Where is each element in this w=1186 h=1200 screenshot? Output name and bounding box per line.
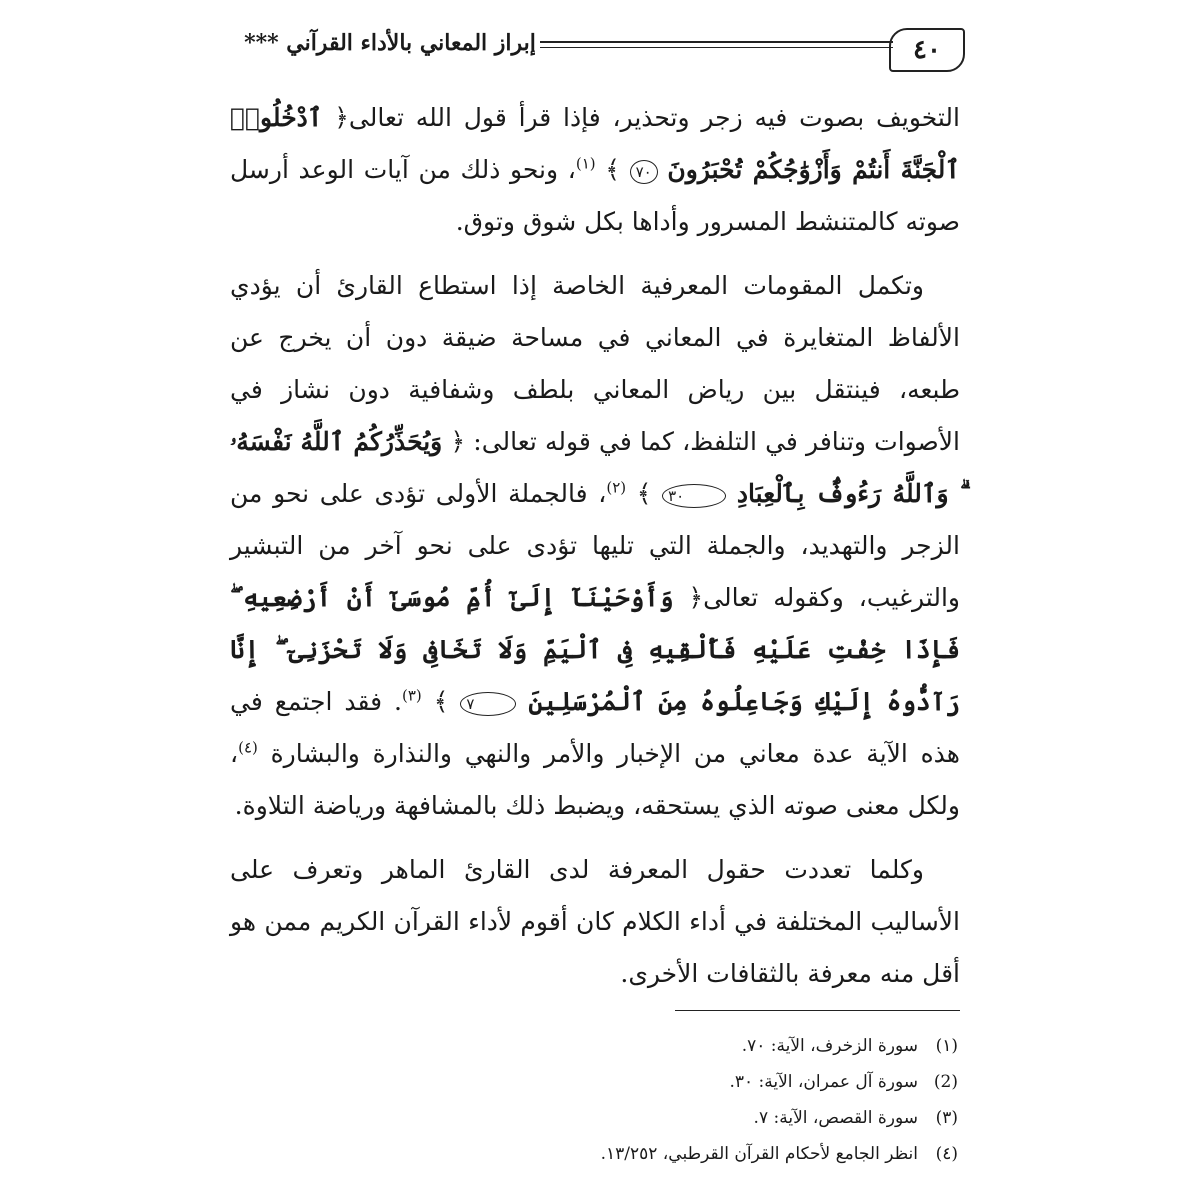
paragraph-1-text-b: ، ونحو ذلك من آيات الوعد أرسل صوته كالمتنشط المسرور وأداها بكل شوق وتوق.	[230, 155, 960, 236]
paragraph-2-text-c: . فقد اجتمع في هذه الآية عدة معاني من الإخبار والأمر والنهي والنذارة والبشارة	[230, 687, 960, 768]
ornate-bracket-close: ﴾	[605, 155, 620, 184]
paragraph-1	[230, 92, 960, 248]
footnote-item	[480, 1028, 958, 1064]
quran-verse-qasas: وَأَوْحَيْنَآ إِلَىٰٓ أُمِّ مُوسَىٰٓ أَنْ أَرْضِعِيهِ ۖ فَإِذَا خِفْتِ عَلَيْهِ فَأَلْقِيهِ فِى ٱلْيَمِّ وَلَا تَخَافِى وَلَا تَحْزَنِىٓ ۖ إِنَّا رَآدُّوهُ إِلَيْكِ وَجَاعِلُوهُ مِنَ ٱلْمُرْسَلِينَ	[230, 583, 960, 716]
footnote-ref-3[interactable]: (٣)	[401, 686, 422, 705]
footnote-ref-2[interactable]: (٢)	[606, 478, 627, 497]
header-rule	[540, 41, 893, 43]
ornate-bracket-open: ﴿	[688, 583, 704, 612]
footnote-text: سورة آل عمران، الآية: ٣٠.	[729, 1072, 918, 1092]
paragraph-2	[230, 260, 960, 832]
footnote-item	[480, 1100, 958, 1136]
footnote-number: (٣)	[935, 1108, 958, 1128]
footnote-number: (٤)	[935, 1144, 958, 1164]
ornate-bracket-open: ﴿	[450, 427, 466, 456]
quran-verse-al-imran: وَيُحَذِّرُكُمُ ٱللَّهُ نَفْسَهُۥ ۗ وَٱللَّهُ رَءُوفٌۢ بِٱلْعِبَادِ	[230, 427, 960, 508]
header-rule-thin	[540, 47, 893, 48]
footnote-text: سورة الزخرف، الآية: ٧٠.	[741, 1036, 918, 1056]
footnote-ref-1[interactable]: (١)	[575, 154, 596, 173]
paragraph-2-text-b: ، فالجملة الأولى تؤدى على نحو من الزجر والتهديد، والجملة التي تليها تؤدى على نحو آخر من التبشير والترغيب، وكقوله تعالى	[230, 479, 960, 612]
quran-verse-zukhruf: ٱدْخُلُوا۟ ٱلْجَنَّةَ أَنتُمْ وَأَزْوَٰجُكُمْ تُحْبَرُونَ	[230, 103, 961, 184]
footnote-ref-4[interactable]: (٤)	[238, 738, 258, 757]
paragraph-3: وكلما تعددت حقول المعرفة لدى القارئ الماهر وتعرف على الأساليب المختلفة في أداء الكلام كان أقوم لأداء القرآن الكريم ممن هو أقل منه معرفة بالثقافات الأخرى.	[230, 855, 960, 988]
page-body	[230, 92, 960, 1012]
footnote-separator	[675, 1010, 960, 1011]
paragraph-2-text-a: وتكمل المقومات المعرفية الخاصة إذا استطاع القارئ أن يؤدي الألفاظ المتغايرة في المعاني في مساحة ضيقة دون أن يخرج عن طبعه، فينتقل بين رياض المعاني بلطف وشفافية دون نشاز في الأصوات وتنافر في التلفظ، كما في قوله تعالى:	[230, 271, 960, 456]
verse-number-marker: ٧٠	[630, 160, 658, 184]
footnote-text: سورة القصص، الآية: ٧.	[753, 1108, 918, 1128]
ornate-bracket-open: ﴿	[334, 103, 349, 132]
footnote-text: انظر الجامع لأحكام القرآن القرطبي، ١٣/٢٥٢.	[600, 1144, 918, 1164]
verse-number-marker: ٧	[460, 692, 516, 716]
ornate-bracket-close: ﴾	[433, 687, 449, 716]
paragraph-1-text-a: التخويف بصوت فيه زجر وتحذير، فإذا قرأ قول الله تعالى	[348, 103, 960, 132]
footnote-item	[480, 1064, 958, 1100]
footnote-number: (2)	[933, 1072, 958, 1092]
footnote-item	[480, 1136, 958, 1172]
verse-number-marker: ٣٠	[662, 484, 726, 508]
paragraph-2-text-d: ، ولكل معنى صوته الذي يستحقه، ويضبط ذلك بالمشافهة ورياضة التلاوة.	[230, 739, 960, 820]
ornate-bracket-close: ﴾	[636, 479, 652, 508]
book-title: إبراز المعاني بالأداء القرآني ***	[244, 30, 536, 56]
footnote-number: (١)	[935, 1036, 958, 1056]
page-header	[240, 28, 965, 72]
page-number: ٤٠	[889, 28, 965, 72]
footnotes	[480, 1028, 958, 1172]
